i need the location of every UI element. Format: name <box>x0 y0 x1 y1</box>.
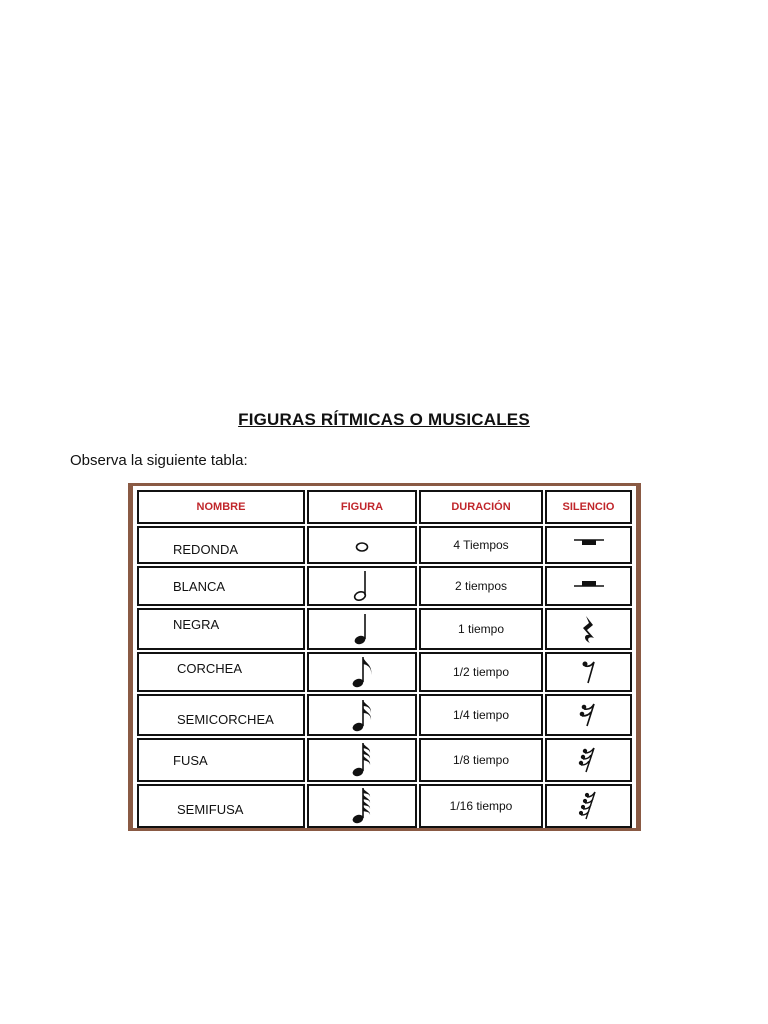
sixteenth-note-icon <box>342 696 382 734</box>
row-5-rest <box>545 694 632 736</box>
row-3-rest <box>545 608 632 650</box>
row-4-rest <box>545 652 632 692</box>
eighth-note-icon <box>342 653 382 691</box>
intro-text: Observa la siguiente tabla: <box>70 452 248 469</box>
row-4-figure <box>307 652 417 692</box>
header-silencio: SILENCIO <box>545 490 632 524</box>
whole-note-icon <box>342 530 382 560</box>
row-6-figure <box>307 738 417 782</box>
row-1-figure <box>307 526 417 564</box>
eighth-rest-icon <box>574 655 604 689</box>
row-2-name: BLANCA <box>137 566 305 606</box>
row-1-name: REDONDA <box>137 526 305 564</box>
sixty-fourth-rest-icon <box>574 789 604 823</box>
sixty-fourth-note-icon <box>342 786 382 826</box>
row-5-name: SEMICORCHEA <box>137 694 305 736</box>
half-note-icon <box>342 568 382 604</box>
half-rest-icon <box>567 571 611 601</box>
row-6-rest <box>545 738 632 782</box>
header-duracion: DURACIÓN <box>419 490 543 524</box>
row-2-rest <box>545 566 632 606</box>
row-5-duration: 1/4 tiempo <box>419 694 543 736</box>
row-4-name: CORCHEA <box>137 652 305 692</box>
row-7-rest <box>545 784 632 828</box>
rhythm-table <box>133 486 636 828</box>
table-frame <box>128 483 641 831</box>
row-2-duration: 2 tiempos <box>419 566 543 606</box>
row-7-name: SEMIFUSA <box>137 784 305 828</box>
row-7-figure <box>307 784 417 828</box>
row-2-figure <box>307 566 417 606</box>
whole-rest-icon <box>567 530 611 560</box>
header-nombre: NOMBRE <box>137 490 305 524</box>
row-5-figure <box>307 694 417 736</box>
row-1-duration: 4 Tiempos <box>419 526 543 564</box>
row-6-duration: 1/8 tiempo <box>419 738 543 782</box>
quarter-note-icon <box>342 610 382 648</box>
row-3-name: NEGRA <box>137 608 305 650</box>
sixteenth-rest-icon <box>574 698 604 732</box>
row-3-figure <box>307 608 417 650</box>
page-title: FIGURAS RÍTMICAS O MUSICALES <box>238 410 530 429</box>
row-3-duration: 1 tiempo <box>419 608 543 650</box>
row-1-rest <box>545 526 632 564</box>
row-4-duration: 1/2 tiempo <box>419 652 543 692</box>
thirty-second-note-icon <box>342 740 382 780</box>
thirty-second-rest-icon <box>574 743 604 777</box>
row-6-name: FUSA <box>137 738 305 782</box>
header-figura: FIGURA <box>307 490 417 524</box>
quarter-rest-icon <box>574 612 604 646</box>
row-7-duration: 1/16 tiempo <box>419 784 543 828</box>
